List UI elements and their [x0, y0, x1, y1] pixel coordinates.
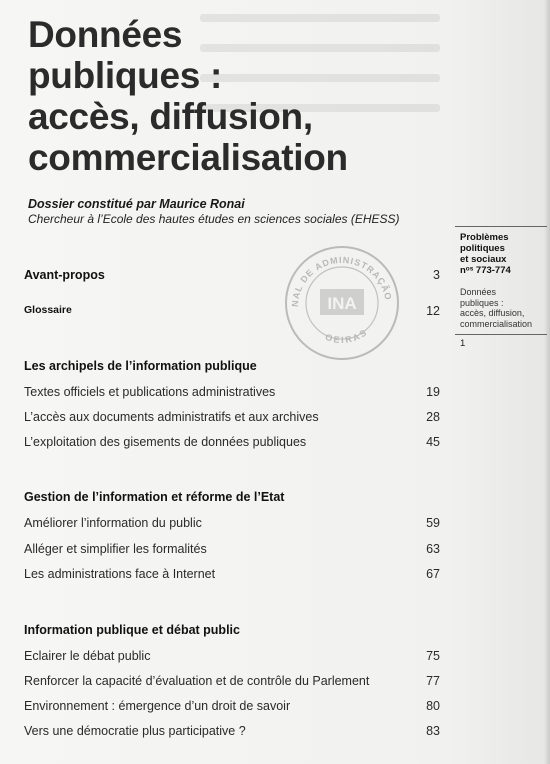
toc-entry-page: 19	[426, 385, 440, 399]
toc-entry-label: Vers une démocratie plus participative ?	[24, 724, 246, 738]
toc-entry[interactable]	[24, 542, 440, 558]
toc-entry-page: 3	[433, 268, 440, 282]
toc-entry-label: L’exploitation des gisements de données publiques	[24, 435, 307, 449]
sidebar-page-number: 1	[460, 338, 466, 349]
toc-entry-label: Les administrations face à Internet	[24, 567, 216, 581]
toc-section-heading-3: Information publique et débat public	[24, 623, 240, 637]
library-stamp	[282, 243, 402, 363]
toc-entry[interactable]	[24, 435, 440, 451]
author-line: Dossier constitué par Maurice Ronai	[28, 197, 245, 211]
toc-entry-label: Environnement : émergence d’un droit de savoir	[24, 699, 291, 713]
toc-entry[interactable]	[24, 516, 440, 532]
sidebar-subtitle-line: commercialisation	[460, 318, 533, 329]
toc-entry-page: 12	[426, 304, 440, 318]
sidebar-bottom-rule	[455, 334, 547, 335]
title-line-4: commercialisation	[28, 137, 348, 178]
toc-entry-page: 83	[426, 724, 440, 738]
sidebar-series-title	[460, 232, 546, 276]
title-line-2: publiques :	[28, 55, 223, 96]
sidebar-top-rule	[455, 226, 547, 227]
toc-entry-page: 59	[426, 516, 440, 530]
toc-entry-page: 67	[426, 567, 440, 581]
title-line-3: accès, diffusion,	[28, 96, 313, 137]
toc-entry-label: Alléger et simplifier les formalités	[24, 542, 207, 556]
toc-entry-page: 63	[426, 542, 440, 556]
toc-section-heading-1: Les archipels de l’information publique	[24, 359, 257, 373]
stamp-bottom-text: OEIRAS	[323, 326, 370, 346]
document-title	[28, 14, 448, 178]
toc-entry[interactable]	[24, 385, 440, 401]
toc-section-heading-2: Gestion de l’information et réforme de l’Etat	[24, 490, 285, 504]
toc-entry[interactable]	[24, 649, 440, 665]
toc-entry-label: Renforcer la capacité d’évaluation et de contrôle du Parlement	[24, 674, 370, 688]
sidebar-series-line: nᵒˢ 773-774	[460, 265, 511, 276]
sidebar-subtitle-line: accès, diffusion,	[460, 308, 525, 318]
sidebar-subtitle-line: publiques :	[460, 297, 504, 308]
toc-entry[interactable]	[24, 699, 440, 715]
sidebar-series-line: politiques	[460, 243, 505, 254]
toc-entry-label: Textes officiels et publications administratives	[24, 385, 276, 399]
toc-entry-page: 77	[426, 674, 440, 688]
stamp-ring-text: NAL DE ADMINISTRAÇÃO	[289, 254, 394, 308]
sidebar-subtitle	[460, 287, 546, 329]
toc-entry-label: L’accès aux documents administratifs et aux archives	[24, 410, 319, 424]
sidebar-series-line: Problèmes	[460, 232, 509, 243]
toc-entry[interactable]	[24, 410, 440, 426]
stamp-logo-text: INA	[327, 294, 357, 313]
toc-entry-label: Améliorer l’information du public	[24, 516, 202, 530]
page-edge-shadow	[544, 0, 550, 764]
toc-entry-label: Avant-propos	[24, 268, 105, 282]
toc-entry[interactable]	[24, 674, 440, 690]
toc-entry-label: Eclairer le débat public	[24, 649, 151, 663]
toc-entry-page: 45	[426, 435, 440, 449]
author-affiliation: Chercheur à l’Ecole des hautes études en sciences sociales (EHESS)	[28, 212, 400, 226]
sidebar-series-line: et sociaux	[460, 254, 507, 265]
toc-entry-page: 75	[426, 649, 440, 663]
toc-entry[interactable]	[24, 567, 440, 583]
toc-entry-label: Glossaire	[24, 304, 72, 316]
sidebar-subtitle-line: Données	[460, 287, 497, 297]
toc-entry-page: 80	[426, 699, 440, 713]
toc-entry[interactable]	[24, 724, 440, 740]
title-line-1: Données	[28, 14, 183, 55]
toc-entry-page: 28	[426, 410, 440, 424]
